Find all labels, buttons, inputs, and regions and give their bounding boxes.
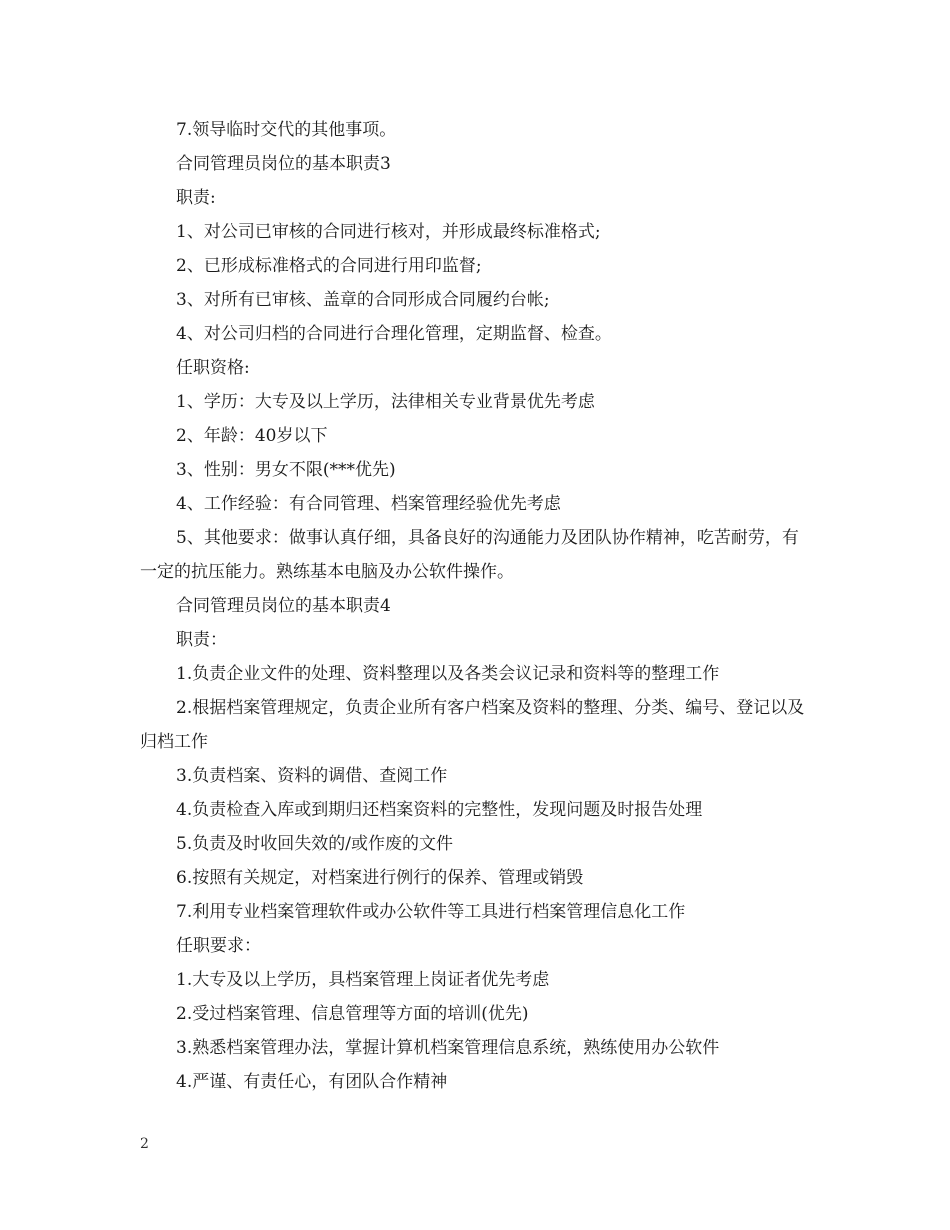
subsection-label: 职责：	[176, 630, 227, 650]
list-item: 4.负责检查入库或到期归还档案资料的完整性，发现问题及时报告处理	[176, 800, 703, 820]
list-item: 2、已形成标准格式的合同进行用印监督;	[176, 256, 482, 276]
list-item: 7.利用专业档案管理软件或办公软件等工具进行档案管理信息化工作	[176, 902, 686, 922]
list-item: 5.负责及时收回失效的/或作废的文件	[176, 834, 453, 854]
section-heading: 合同管理员岗位的基本职责3	[176, 154, 391, 174]
list-item: 4.严谨、有责任心，有团队合作精神	[176, 1072, 448, 1092]
document-body	[140, 113, 812, 1099]
list-item: 4、对公司归档的合同进行合理化管理，定期监督、检查。	[176, 324, 612, 344]
list-item: 3.负责档案、资料的调借、查阅工作	[176, 766, 448, 786]
list-item: 1、学历：大专及以上学历，法律相关专业背景优先考虑	[176, 392, 595, 412]
list-item: 3、对所有已审核、盖章的合同形成合同履约台帐;	[176, 290, 550, 310]
list-item: 3.熟悉档案管理办法，掌握计算机档案管理信息系统，熟练使用办公软件	[176, 1038, 720, 1058]
list-item: 6.按照有关规定，对档案进行例行的保养、管理或销毁	[176, 868, 584, 888]
section-heading: 合同管理员岗位的基本职责4	[176, 596, 391, 616]
list-item: 5、其他要求：做事认真仔细，具备良好的沟通能力及团队协作精神，吃苦耐劳，有一定的抗压能力。熟练基本电脑及办公软件操作。	[140, 528, 799, 582]
list-item: 1.大专及以上学历，具档案管理上岗证者优先考虑	[176, 970, 550, 990]
list-item: 1.负责企业文件的处理、资料整理以及各类会议记录和资料等的整理工作	[176, 664, 720, 684]
list-item: 2、年龄：40岁以下	[176, 426, 328, 446]
list-item: 3、性别：男女不限(***优先)	[176, 460, 396, 480]
list-item: 1、对公司已审核的合同进行核对，并形成最终标准格式;	[176, 222, 601, 242]
subsection-label: 任职要求：	[176, 936, 261, 956]
paragraph: 7.领导临时交代的其他事项。	[176, 120, 397, 140]
subsection-label: 任职资格:	[176, 358, 250, 378]
page-number: 2	[140, 1136, 149, 1152]
list-item: 2.受过档案管理、信息管理等方面的培训(优先)	[176, 1004, 529, 1024]
list-item: 2.根据档案管理规定，负责企业所有客户档案及资料的整理、分类、编号、登记以及归档工作	[140, 698, 805, 752]
list-item: 4、工作经验：有合同管理、档案管理经验优先考虑	[176, 494, 561, 514]
subsection-label: 职责:	[176, 188, 216, 208]
